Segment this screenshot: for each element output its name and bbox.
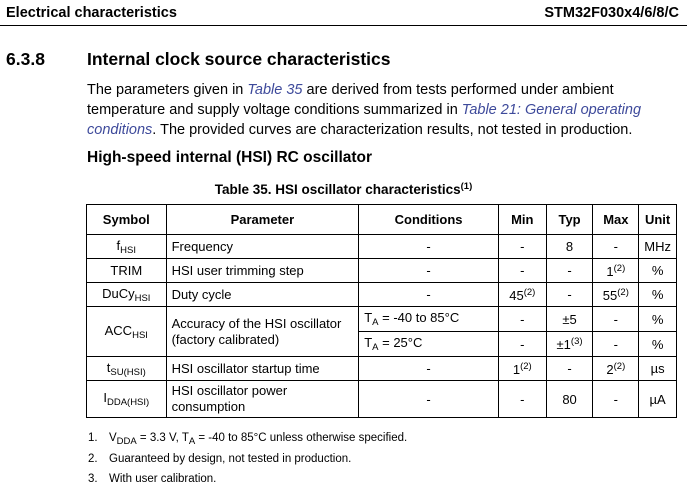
cell-conditions: - [359,357,499,381]
hsi-characteristics-table [86,204,677,418]
col-header-conditions: Conditions [359,205,499,235]
cell-parameter: HSI oscillator power consumption [166,381,359,418]
cell-conditions: - [359,381,499,418]
table-header-row [87,205,677,235]
cell-typ: ±5 [546,307,593,332]
cell-typ: 80 [546,381,593,418]
col-header-symbol: Symbol [87,205,167,235]
cell-unit: % [639,283,677,307]
table-row [87,283,677,307]
cell-typ: - [546,283,593,307]
cell-symbol: $t_{SU(HSI)}$ [87,357,167,381]
cell-unit: MHz [639,235,677,259]
table-caption-text: Table 35. HSI oscillator characteristics [214,182,461,197]
table-35-link[interactable]: Table 35 [247,82,303,98]
cell-conditions: $T_A = 25^\circ C$ [359,332,499,357]
page-header [0,0,687,26]
cell-conditions: - [359,283,499,307]
footnote-1: 1. $V_{DDA} = 3.3$ V, $T_A = -40$ to 85°C unless otherwise specified. [88,432,408,447]
cell-typ: - [546,259,593,283]
table-row [87,259,677,283]
header-chapter-title: Electrical characteristics [6,5,177,21]
cell-unit: % [639,259,677,283]
cell-max: 2$^{(2)}$ [593,357,639,381]
table-row [87,235,677,259]
section-title: Internal clock source characteristics [87,49,391,69]
intro-paragraph [87,80,677,140]
cell-typ: - [546,357,593,381]
cell-symbol: TRIM [87,259,167,283]
cell-typ: $\pm 1^{(3)}$ [546,332,593,357]
header-part-number: STM32F030x4/6/8/C [544,5,679,21]
cell-min: 1$^{(2)}$ [498,357,546,381]
cell-max: 1$^{(2)}$ [593,259,639,283]
col-header-parameter: Parameter [166,205,359,235]
footnote-3: 3. With user calibration. [88,473,217,485]
cell-max: - [593,332,639,357]
cell-max: - [593,307,639,332]
cell-conditions: - [359,235,499,259]
table-row [87,307,677,332]
col-header-unit: Unit [639,205,677,235]
table-row [87,357,677,381]
cell-parameter: Accuracy of the HSI oscillator (factory calibrated) [166,307,359,357]
intro-text-2: are derived from tests performed under ambient temperature and supply voltage conditions summarized in [87,82,614,118]
cell-unit: % [639,332,677,357]
table-21-link[interactable]: Table 21: General operating conditions [87,102,642,138]
cell-parameter: HSI user trimming step [166,259,359,283]
footnote-2: 2. Guaranteed by design, not tested in production. [88,453,352,465]
col-header-max: Max [593,205,639,235]
subsection-title: High-speed internal (HSI) RC oscillator [87,149,373,166]
cell-unit: µA [639,381,677,418]
section-number: 6.3.8 [6,49,45,69]
cell-conditions: - [359,259,499,283]
cell-max: 55$^{(2)}$ [593,283,639,307]
col-header-typ: Typ [546,205,593,235]
table-row [87,381,677,418]
cell-max: - [593,381,639,418]
cell-parameter: Frequency [166,235,359,259]
cell-min: - [498,307,546,332]
cell-unit: µs [639,357,677,381]
cell-symbol: $f_{HSI}$ [87,235,167,259]
cell-min: 45$^{(2)}$ [498,283,546,307]
cell-typ: 8 [546,235,593,259]
intro-text-1: The parameters given in [87,82,248,98]
intro-text-3: . The provided curves are characterization results, not tested in production. [152,122,633,138]
cell-min: - [498,235,546,259]
cell-symbol: $ACC_{HSI}$ [87,307,167,357]
col-header-min: Min [498,205,546,235]
cell-symbol: DuCy$_{HSI}$ [87,283,167,307]
cell-min: - [498,259,546,283]
cell-parameter: HSI oscillator startup time [166,357,359,381]
cell-parameter: Duty cycle [166,283,359,307]
cell-min: - [498,381,546,418]
cell-max: - [593,235,639,259]
table-caption [0,181,687,197]
cell-conditions: $T_A = -40$ to 85°C [359,307,499,332]
cell-min: - [498,332,546,357]
cell-symbol: $I_{DDA(HSI)}$ [87,381,167,418]
cell-unit: % [639,307,677,332]
table-caption-note: (1) [460,181,473,192]
